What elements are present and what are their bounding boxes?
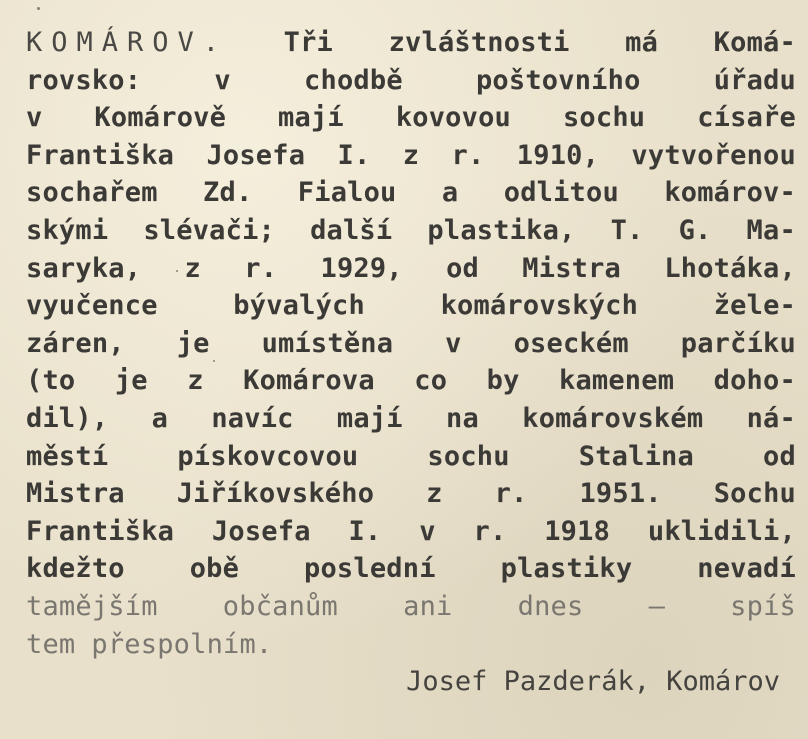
- word: z: [184, 252, 201, 284]
- word: kdežto: [26, 553, 125, 585]
- word: zvláštnosti: [388, 27, 570, 58]
- word: občanům: [222, 590, 338, 622]
- word: kovovou: [395, 102, 512, 134]
- text-line: [26, 400, 796, 438]
- word: je: [176, 327, 210, 359]
- word: Komárově: [94, 102, 227, 134]
- word: r.: [244, 252, 278, 284]
- word: Zd.: [203, 177, 253, 209]
- word: Tři: [283, 27, 333, 58]
- word: I.: [337, 139, 371, 171]
- word: Fialou: [297, 177, 397, 209]
- word: doho-: [713, 365, 796, 397]
- word: úřadu: [713, 64, 796, 96]
- word: dnes: [517, 590, 584, 622]
- word: tamějším: [26, 590, 158, 622]
- word: komárov-: [664, 177, 796, 209]
- word: mají: [278, 102, 344, 134]
- text-line: [26, 250, 796, 288]
- word: městí: [26, 440, 109, 472]
- text-line: [26, 475, 796, 513]
- word: od: [763, 440, 796, 472]
- text-line: [26, 626, 796, 664]
- word: na: [446, 402, 479, 434]
- word: císaře: [697, 102, 796, 134]
- word: r.: [451, 139, 485, 171]
- word: poštovního: [475, 64, 641, 96]
- word: Františka: [26, 139, 175, 171]
- article-body: [26, 24, 796, 663]
- text-line: [26, 62, 796, 100]
- word: parčíku: [680, 327, 796, 359]
- word: by: [486, 365, 520, 397]
- word: navíc: [211, 402, 294, 434]
- text-line: [26, 325, 796, 363]
- word: v: [419, 515, 436, 547]
- word: Komárova: [243, 365, 375, 397]
- word: 1929,: [320, 252, 403, 284]
- word: z: [426, 478, 443, 510]
- word: záren,: [26, 327, 125, 359]
- word: sochu: [427, 440, 510, 472]
- word: 1918: [544, 515, 611, 547]
- word: kamenem: [558, 365, 675, 397]
- word: pískovcovou: [177, 440, 359, 472]
- word: poslední: [304, 553, 436, 585]
- word: z: [402, 139, 420, 171]
- text-line: [26, 513, 796, 551]
- word: saryka,: [26, 252, 142, 284]
- word: T.: [610, 214, 644, 246]
- word: ná-: [746, 402, 796, 434]
- word: komárovském: [522, 402, 704, 434]
- text-line: [26, 99, 796, 137]
- word: plastiky: [500, 553, 633, 585]
- word: Komá-: [713, 27, 796, 58]
- word: G.: [678, 214, 712, 246]
- text-line: [26, 287, 796, 325]
- word: co: [414, 365, 448, 397]
- text-line: [26, 438, 796, 476]
- word: umístěna: [261, 327, 394, 359]
- word: Stalina: [578, 440, 694, 472]
- text-line: [26, 588, 796, 626]
- word: chodbě: [304, 64, 403, 96]
- word: I.: [348, 515, 382, 547]
- text-line: [26, 212, 796, 250]
- word: —: [648, 590, 666, 622]
- word: v: [214, 64, 231, 96]
- word: tem: [26, 628, 76, 660]
- word: r.: [494, 478, 528, 510]
- word: vytvořenou: [631, 139, 796, 171]
- word: skými: [26, 214, 109, 246]
- author-signature: Josef Pazderák, Komárov: [406, 666, 780, 697]
- article-lead-word: KOMÁROV.: [26, 27, 229, 58]
- word: (to: [26, 365, 76, 397]
- word: žele-: [713, 290, 796, 322]
- word: odlitou: [503, 177, 619, 209]
- word: nevadí: [697, 553, 796, 585]
- text-line: [26, 362, 796, 400]
- word: 1910,: [516, 139, 600, 171]
- word: vyučence: [26, 290, 158, 322]
- word: Jiříkovského: [176, 478, 375, 510]
- word: komárovských: [440, 290, 639, 322]
- word: a: [151, 402, 169, 434]
- word: obě: [189, 553, 240, 585]
- word: je: [114, 365, 148, 397]
- word: Lhotáka,: [664, 252, 796, 284]
- word: mají: [336, 402, 403, 434]
- word: Mistra: [522, 252, 622, 284]
- word: a: [441, 177, 459, 209]
- word: oseckém: [513, 327, 629, 359]
- text-line: [26, 137, 796, 175]
- text-line: [26, 174, 796, 212]
- word: Josefa: [211, 515, 311, 547]
- word: Františka: [26, 515, 175, 547]
- word: v: [445, 327, 462, 359]
- word: 1951.: [579, 478, 662, 510]
- word: v: [26, 102, 43, 134]
- word: od: [446, 252, 479, 284]
- word: ani: [403, 590, 453, 622]
- text-line: [26, 550, 796, 588]
- word: přespolním.: [91, 628, 273, 660]
- word: Mistra: [26, 478, 125, 510]
- word: Josefa: [206, 139, 306, 171]
- word: plastika,: [427, 214, 576, 246]
- word: slévači;: [143, 214, 275, 246]
- ink-speck: [37, 7, 40, 10]
- word: sochu: [562, 102, 646, 134]
- word: Sochu: [713, 478, 796, 510]
- word: další: [310, 214, 393, 246]
- word: sochařem: [26, 177, 158, 209]
- word: bývalých: [233, 290, 365, 322]
- word: Ma-: [746, 214, 796, 246]
- text-line: [26, 24, 796, 62]
- word: má: [625, 27, 659, 58]
- word: dil),: [26, 402, 109, 434]
- word: r.: [473, 515, 507, 547]
- word: uklidili,: [647, 515, 796, 547]
- word: rovsko:: [26, 64, 142, 96]
- word: z: [187, 365, 204, 397]
- word: spíš: [730, 590, 796, 622]
